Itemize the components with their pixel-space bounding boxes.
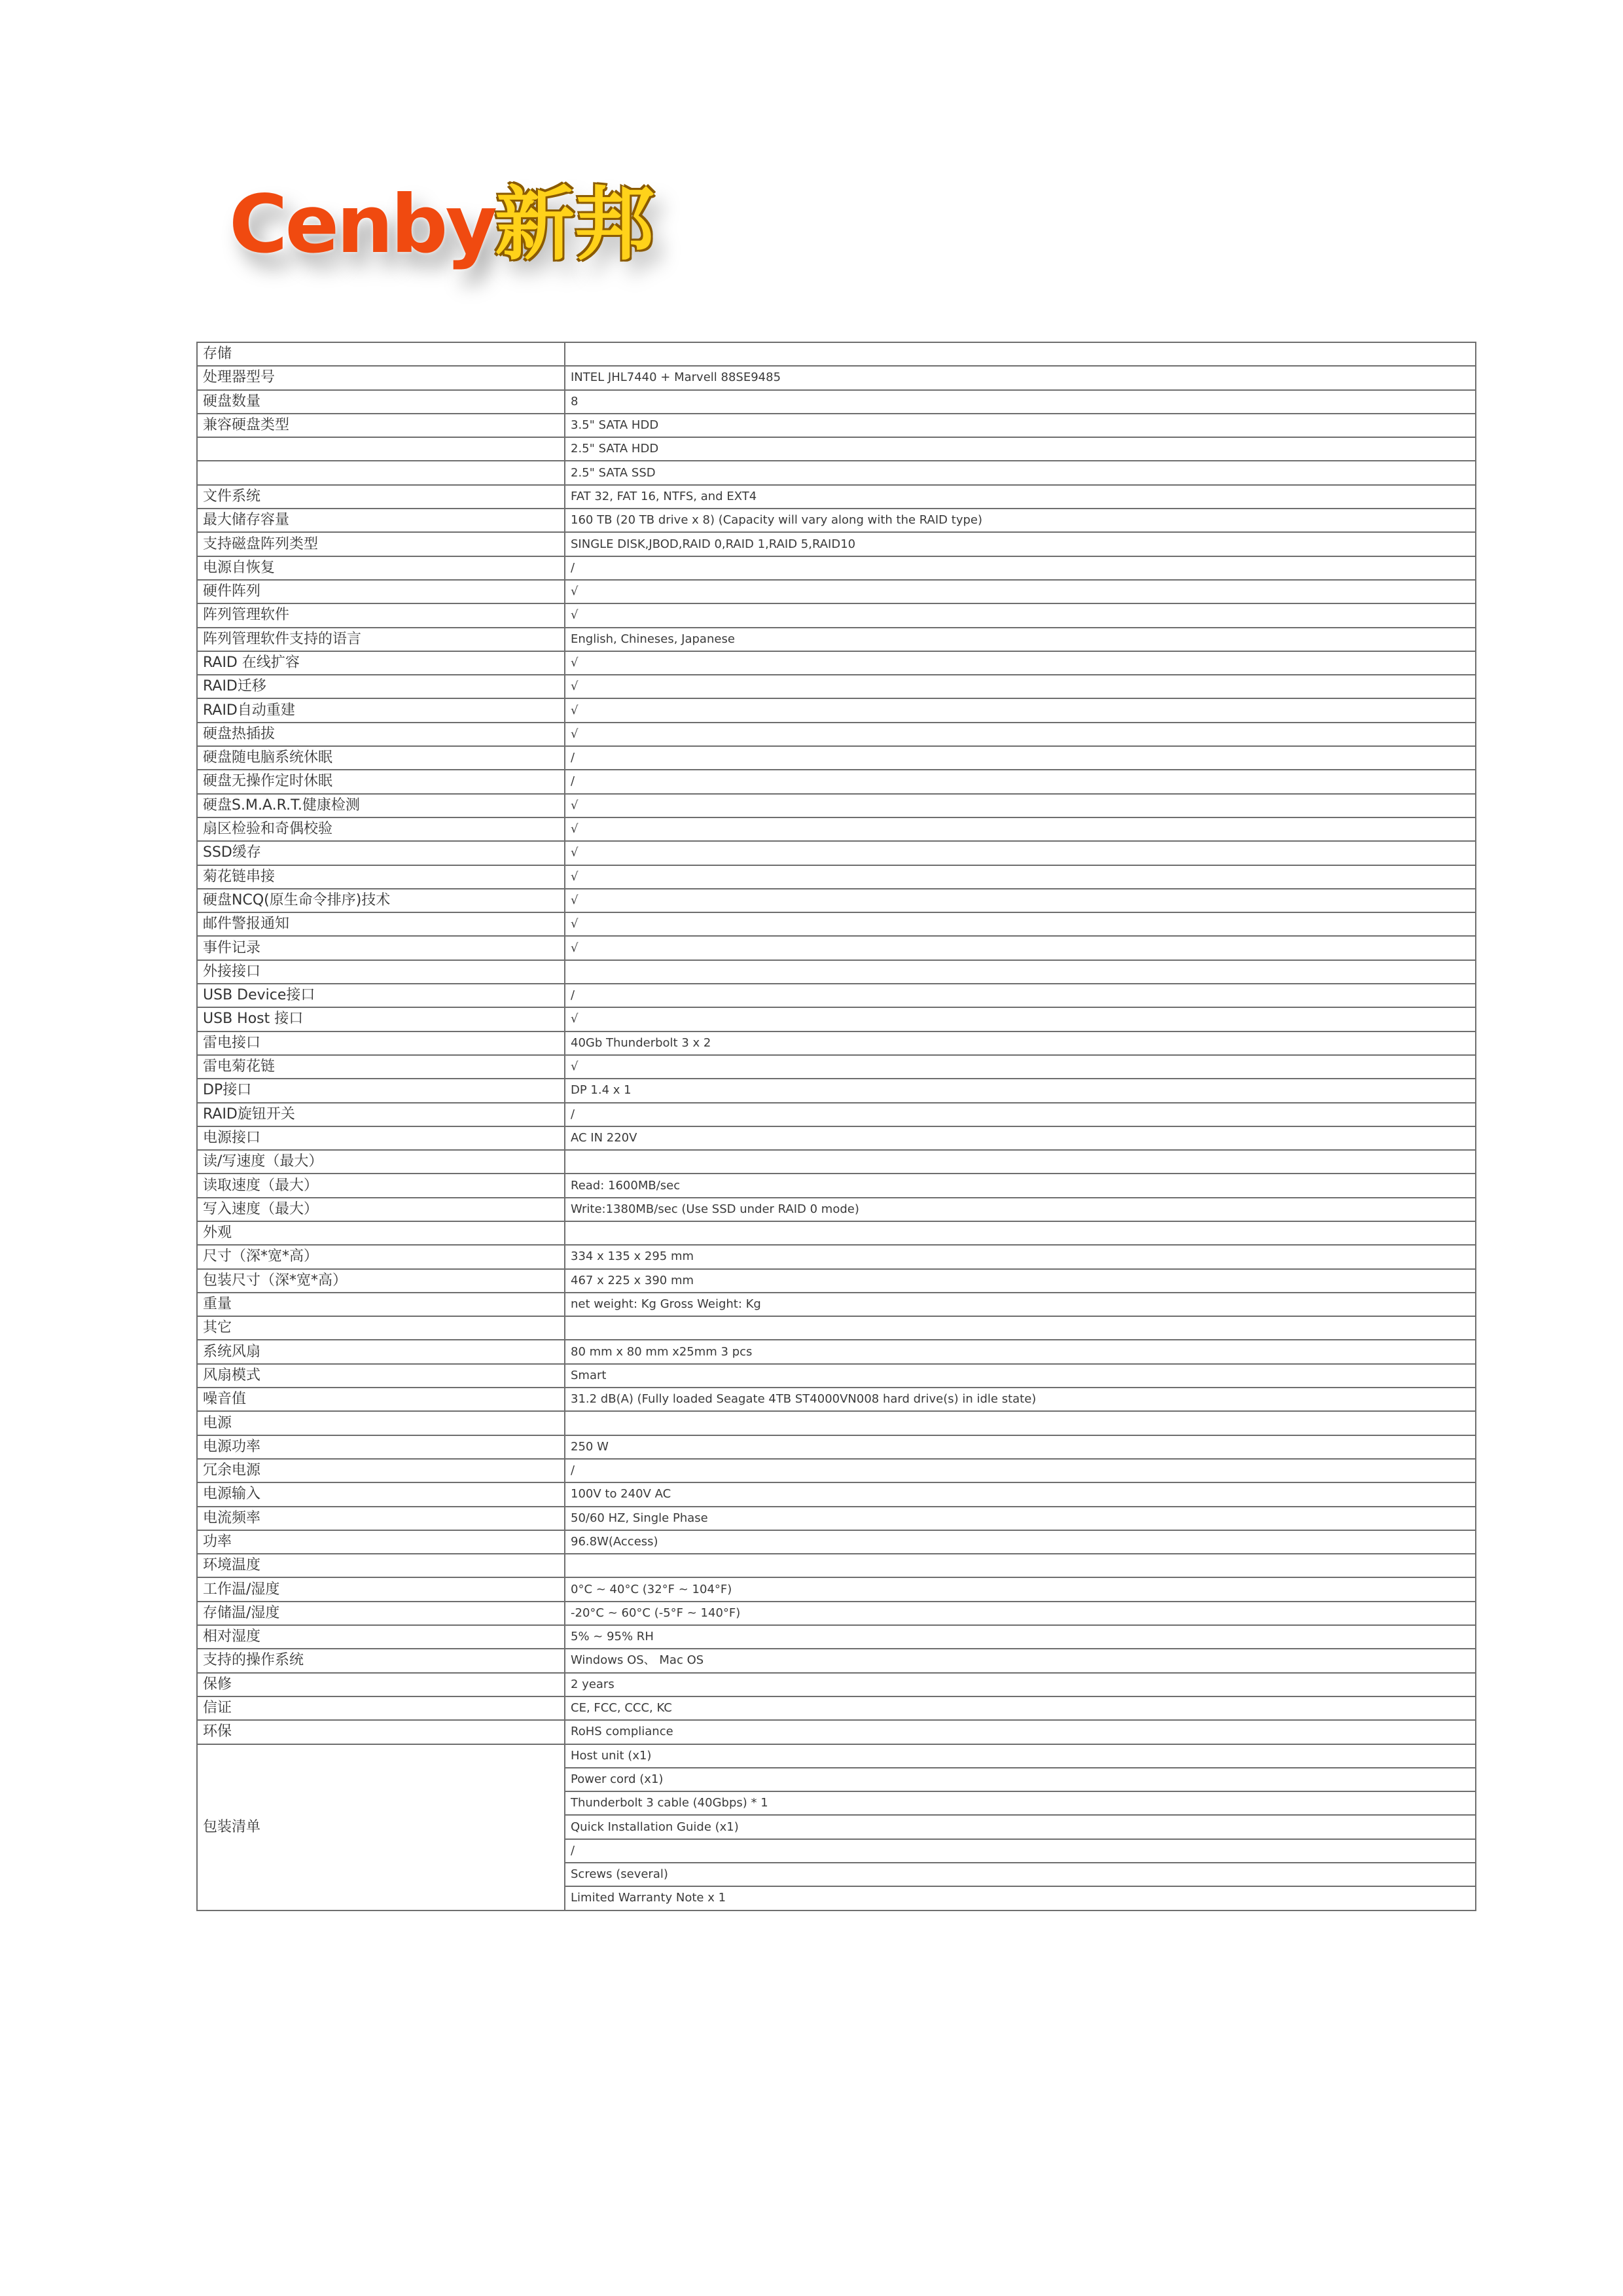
spec-row	[197, 889, 1476, 912]
spec-value: √	[565, 817, 1476, 841]
spec-label: 硬盘热插拔	[197, 723, 565, 746]
spec-label: 电源接口	[197, 1126, 565, 1150]
package-item: Quick Installation Guide (x1)	[565, 1815, 1476, 1839]
spec-label: 噪音值	[197, 1388, 565, 1411]
spec-label: 冗余电源	[197, 1459, 565, 1482]
spec-label: DP接口	[197, 1079, 565, 1102]
spec-value: 40Gb Thunderbolt 3 x 2	[565, 1031, 1476, 1055]
spec-label: 阵列管理软件支持的语言	[197, 628, 565, 651]
spec-label: 硬盘数量	[197, 390, 565, 414]
spec-value: Smart	[565, 1364, 1476, 1388]
spec-row	[197, 1696, 1476, 1720]
spec-value: √	[565, 723, 1476, 746]
brand-logo-cjk: 新邦	[495, 178, 654, 271]
spec-value: /	[565, 556, 1476, 580]
spec-value: English, Chineses, Japanese	[565, 628, 1476, 651]
spec-row	[197, 342, 1476, 366]
spec-value: /	[565, 746, 1476, 770]
spec-row	[197, 580, 1476, 603]
spec-row	[197, 770, 1476, 793]
spec-label: 阵列管理软件	[197, 603, 565, 627]
spec-row	[197, 1198, 1476, 1221]
spec-row	[197, 414, 1476, 437]
spec-row	[197, 1174, 1476, 1197]
spec-value: CE, FCC, CCC, KC	[565, 1696, 1476, 1720]
spec-label: 其它	[197, 1316, 565, 1340]
spec-label: 文件系统	[197, 485, 565, 509]
spec-row	[197, 1269, 1476, 1293]
spec-value: 2.5" SATA SSD	[565, 461, 1476, 484]
spec-value	[565, 1221, 1476, 1245]
spec-label: RAID 在线扩容	[197, 651, 565, 675]
spec-value: 8	[565, 390, 1476, 414]
spec-label	[197, 437, 565, 461]
spec-value	[565, 1150, 1476, 1174]
spec-value: √	[565, 698, 1476, 722]
spec-row	[197, 509, 1476, 532]
spec-value	[565, 342, 1476, 366]
spec-label: 邮件警报通知	[197, 912, 565, 936]
spec-row	[197, 603, 1476, 627]
spec-row	[197, 1364, 1476, 1388]
spec-label: 环保	[197, 1720, 565, 1744]
spec-row	[197, 1031, 1476, 1055]
spec-row	[197, 390, 1476, 414]
spec-label: 电源输入	[197, 1482, 565, 1506]
spec-label: 重量	[197, 1293, 565, 1316]
spec-row	[197, 746, 1476, 770]
spec-value	[565, 1316, 1476, 1340]
spec-value: 467 x 225 x 390 mm	[565, 1269, 1476, 1293]
spec-value	[565, 960, 1476, 984]
spec-row	[197, 794, 1476, 817]
spec-label: 功率	[197, 1530, 565, 1554]
spec-value: 80 mm x 80 mm x25mm 3 pcs	[565, 1340, 1476, 1363]
spec-label: USB Host 接口	[197, 1007, 565, 1031]
spec-label: 最大储存容量	[197, 509, 565, 532]
package-item: Power cord (x1)	[565, 1768, 1476, 1791]
spec-row	[197, 1673, 1476, 1696]
spec-value: √	[565, 912, 1476, 936]
spec-label: 读取速度（最大）	[197, 1174, 565, 1197]
spec-value: √	[565, 580, 1476, 603]
spec-table-body	[197, 342, 1476, 1910]
spec-row	[197, 865, 1476, 889]
spec-value	[565, 1554, 1476, 1577]
spec-value: √	[565, 936, 1476, 960]
spec-value: 160 TB (20 TB drive x 8) (Capacity will vary along with the RAID type)	[565, 509, 1476, 532]
spec-row	[197, 1577, 1476, 1601]
spec-label: 外观	[197, 1221, 565, 1245]
spec-label: 处理器型号	[197, 366, 565, 389]
spec-label: 包装尺寸（深*宽*高）	[197, 1269, 565, 1293]
spec-row	[197, 1649, 1476, 1672]
spec-value: 100V to 240V AC	[565, 1482, 1476, 1506]
spec-row	[197, 1411, 1476, 1435]
spec-row	[197, 1079, 1476, 1102]
spec-label: 工作温/湿度	[197, 1577, 565, 1601]
spec-value: FAT 32, FAT 16, NTFS, and EXT4	[565, 485, 1476, 509]
spec-label: RAID自动重建	[197, 698, 565, 722]
spec-label: 硬盘随电脑系统休眠	[197, 746, 565, 770]
spec-label: 写入速度（最大）	[197, 1198, 565, 1221]
spec-row	[197, 1221, 1476, 1245]
spec-row	[197, 1720, 1476, 1744]
spec-row	[197, 1340, 1476, 1363]
package-row	[197, 1744, 1476, 1768]
spec-value: /	[565, 1103, 1476, 1126]
spec-row	[197, 1507, 1476, 1530]
spec-row	[197, 1459, 1476, 1482]
spec-row	[197, 675, 1476, 698]
spec-value: √	[565, 889, 1476, 912]
spec-label: 雷电菊花链	[197, 1055, 565, 1079]
spec-label: 兼容硬盘类型	[197, 414, 565, 437]
spec-label: 硬件阵列	[197, 580, 565, 603]
spec-row	[197, 485, 1476, 509]
spec-value: INTEL JHL7440 + Marvell 88SE9485	[565, 366, 1476, 389]
spec-value: 31.2 dB(A) (Fully loaded Seagate 4TB ST4000VN008 hard drive(s) in idle state)	[565, 1388, 1476, 1411]
package-item: Limited Warranty Note x 1	[565, 1886, 1476, 1910]
spec-label: SSD缓存	[197, 841, 565, 865]
spec-row	[197, 651, 1476, 675]
spec-value: RoHS compliance	[565, 1720, 1476, 1744]
spec-label: 电源	[197, 1411, 565, 1435]
brand-logo	[229, 178, 654, 271]
spec-value: 334 x 135 x 295 mm	[565, 1245, 1476, 1268]
spec-row	[197, 936, 1476, 960]
spec-value	[565, 1411, 1476, 1435]
spec-label: 菊花链串接	[197, 865, 565, 889]
spec-row	[197, 723, 1476, 746]
spec-row	[197, 1103, 1476, 1126]
spec-value: √	[565, 1055, 1476, 1079]
spec-value: √	[565, 603, 1476, 627]
package-item: Host unit (x1)	[565, 1744, 1476, 1768]
spec-row	[197, 1435, 1476, 1459]
spec-label: RAID旋钮开关	[197, 1103, 565, 1126]
spec-table	[196, 342, 1476, 1911]
spec-label: 风扇模式	[197, 1364, 565, 1388]
spec-label: 扇区检验和奇偶校验	[197, 817, 565, 841]
spec-row	[197, 984, 1476, 1007]
spec-value: SINGLE DISK,JBOD,RAID 0,RAID 1,RAID 5,RAID10	[565, 532, 1476, 556]
spec-label: 硬盘NCQ(原生命令排序)技术	[197, 889, 565, 912]
spec-label: 电源自恢复	[197, 556, 565, 580]
spec-label	[197, 461, 565, 484]
spec-value: 250 W	[565, 1435, 1476, 1459]
spec-value: DP 1.4 x 1	[565, 1079, 1476, 1102]
spec-value: /	[565, 984, 1476, 1007]
spec-row	[197, 1245, 1476, 1268]
brand-logo-latin: Cenby	[229, 178, 495, 271]
spec-row	[197, 1482, 1476, 1506]
spec-row	[197, 1126, 1476, 1150]
spec-row	[197, 1602, 1476, 1625]
spec-value: √	[565, 841, 1476, 865]
spec-row	[197, 461, 1476, 484]
spec-value: 0°C ~ 40°C (32°F ~ 104°F)	[565, 1577, 1476, 1601]
spec-row	[197, 1007, 1476, 1031]
spec-value: Windows OS、 Mac OS	[565, 1649, 1476, 1672]
spec-label: 存储	[197, 342, 565, 366]
spec-row	[197, 1388, 1476, 1411]
spec-row	[197, 1530, 1476, 1554]
spec-value: √	[565, 794, 1476, 817]
spec-label: 电源功率	[197, 1435, 565, 1459]
spec-label: 外接接口	[197, 960, 565, 984]
spec-value: -20°C ~ 60°C (-5°F ~ 140°F)	[565, 1602, 1476, 1625]
spec-label: 尺寸（深*宽*高）	[197, 1245, 565, 1268]
spec-value: 96.8W(Access)	[565, 1530, 1476, 1554]
spec-row	[197, 628, 1476, 651]
spec-label: 信证	[197, 1696, 565, 1720]
spec-label: 事件记录	[197, 936, 565, 960]
spec-value: √	[565, 865, 1476, 889]
spec-row	[197, 1554, 1476, 1577]
spec-label: 硬盘S.M.A.R.T.健康检测	[197, 794, 565, 817]
spec-value: 5% ~ 95% RH	[565, 1625, 1476, 1649]
package-item: Thunderbolt 3 cable (40Gbps) * 1	[565, 1791, 1476, 1815]
spec-value: 2 years	[565, 1673, 1476, 1696]
package-item: /	[565, 1839, 1476, 1863]
spec-row	[197, 437, 1476, 461]
spec-row	[197, 1150, 1476, 1174]
spec-label: 相对湿度	[197, 1625, 565, 1649]
spec-label: 硬盘无操作定时休眠	[197, 770, 565, 793]
spec-label: 雷电接口	[197, 1031, 565, 1055]
spec-label: 保修	[197, 1673, 565, 1696]
spec-row	[197, 1625, 1476, 1649]
spec-row	[197, 366, 1476, 389]
spec-row	[197, 698, 1476, 722]
spec-row	[197, 532, 1476, 556]
spec-value: Read: 1600MB/sec	[565, 1174, 1476, 1197]
spec-label: 支持磁盘阵列类型	[197, 532, 565, 556]
spec-value: AC IN 220V	[565, 1126, 1476, 1150]
spec-label: 环境温度	[197, 1554, 565, 1577]
spec-value: /	[565, 1459, 1476, 1482]
spec-value: √	[565, 651, 1476, 675]
spec-label: RAID迁移	[197, 675, 565, 698]
spec-label: 支持的操作系统	[197, 1649, 565, 1672]
spec-row	[197, 912, 1476, 936]
spec-row	[197, 1293, 1476, 1316]
spec-value: net weight: Kg Gross Weight: Kg	[565, 1293, 1476, 1316]
spec-row	[197, 556, 1476, 580]
spec-value: Write:1380MB/sec (Use SSD under RAID 0 mode)	[565, 1198, 1476, 1221]
spec-value: /	[565, 770, 1476, 793]
spec-row	[197, 1316, 1476, 1340]
spec-value: √	[565, 1007, 1476, 1031]
spec-row	[197, 1055, 1476, 1079]
package-label: 包装清单	[197, 1744, 565, 1910]
spec-label: 存储温/湿度	[197, 1602, 565, 1625]
spec-value: 2.5" SATA HDD	[565, 437, 1476, 461]
spec-value: 50/60 HZ, Single Phase	[565, 1507, 1476, 1530]
spec-row	[197, 817, 1476, 841]
spec-label: 系统风扇	[197, 1340, 565, 1363]
spec-row	[197, 841, 1476, 865]
spec-label: USB Device接口	[197, 984, 565, 1007]
spec-row	[197, 960, 1476, 984]
spec-label: 电流频率	[197, 1507, 565, 1530]
spec-label: 读/写速度（最大）	[197, 1150, 565, 1174]
spec-value: √	[565, 675, 1476, 698]
package-item: Screws (several)	[565, 1863, 1476, 1886]
spec-value: 3.5" SATA HDD	[565, 414, 1476, 437]
